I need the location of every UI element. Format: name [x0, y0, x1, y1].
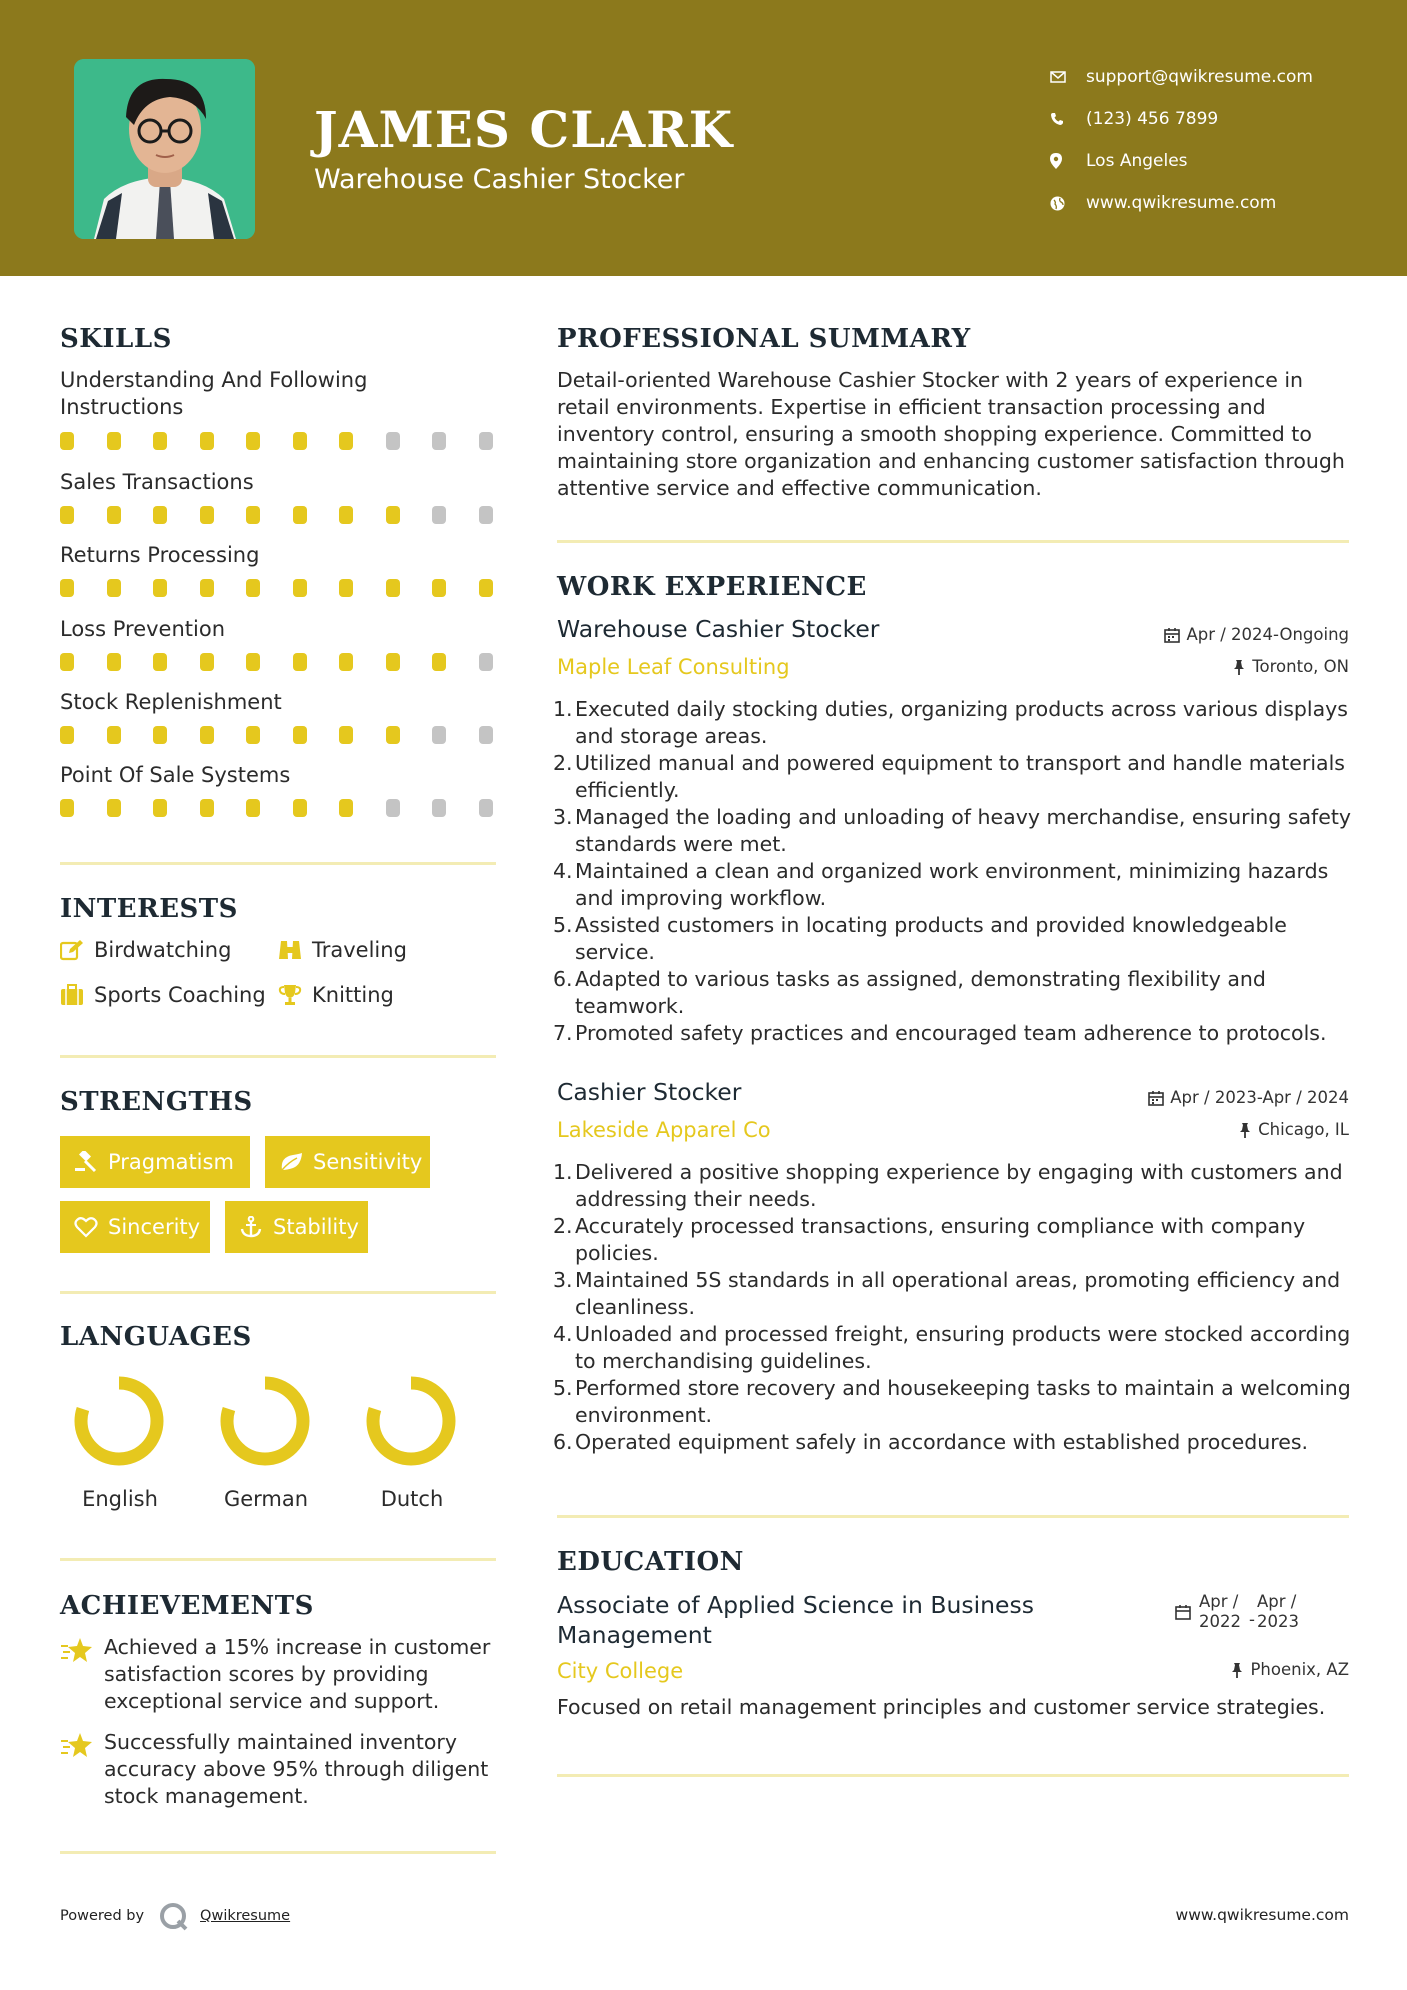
skills-title: SKILLS: [60, 324, 172, 354]
skill-name: Stock Replenishment: [60, 690, 282, 714]
interest-label: Traveling: [312, 938, 407, 962]
education-start-month: Apr /: [1199, 1592, 1239, 1611]
bullet-text: Unloaded and processed freight, ensuring products were stocked according to merchandising guidelines.: [575, 1322, 1351, 1373]
skill-dot-filled: [386, 579, 400, 597]
skill-dot-filled: [200, 726, 214, 744]
skill-dot-filled: [293, 726, 307, 744]
education-title: EDUCATION: [557, 1547, 744, 1577]
skill-dot-filled: [60, 432, 74, 450]
bullet-text: Assisted customers in locating products and provided knowledgeable service.: [575, 913, 1287, 964]
strength-label: Sensitivity: [313, 1150, 423, 1174]
list-item: 1. Delivered a positive shopping experience by engaging with customers and addressing their needs.: [553, 1159, 1353, 1213]
skill-dot-filled: [386, 726, 400, 744]
list-item: 1. Executed daily stocking duties, organizing products across various displays and storage areas.: [553, 696, 1353, 750]
skill-rating: [60, 579, 500, 597]
footer-website[interactable]: www.qwikresume.com: [1175, 1906, 1349, 1924]
bullet-text: Utilized manual and powered equipment to transport and handle materials efficiently.: [575, 751, 1345, 802]
interest-label: Knitting: [312, 983, 394, 1007]
list-item: 6. Operated equipment safely in accordance with established procedures.: [553, 1430, 1309, 1454]
interest-item: [60, 938, 231, 962]
languages-title: LANGUAGES: [60, 1322, 252, 1352]
summary-title: PROFESSIONAL SUMMARY: [557, 324, 971, 354]
list-item: 4. Unloaded and processed freight, ensuring products were stocked according to merchandising guidelines.: [553, 1321, 1353, 1375]
skill-dot-filled: [246, 506, 260, 524]
skill-dot-filled: [386, 506, 400, 524]
strength-tag: [225, 1201, 368, 1253]
job-dates-text: Apr / 2024-Ongoing: [1186, 625, 1349, 644]
list-item: 2. Utilized manual and powered equipment to transport and handle materials efficiently.: [553, 750, 1353, 804]
achievement-item: [60, 1729, 500, 1810]
education-end-year: 2023: [1256, 1612, 1299, 1631]
language-ring: [210, 1373, 320, 1469]
contact-phone[interactable]: [1050, 98, 1390, 140]
skill-dot-filled: [339, 506, 353, 524]
education-start-year: 2022: [1199, 1612, 1241, 1631]
heart-icon: [74, 1216, 98, 1238]
education-school: City College: [557, 1659, 684, 1683]
contact-website[interactable]: [1050, 182, 1390, 224]
calendar-icon: [1148, 1090, 1164, 1106]
strength-tag: [60, 1201, 210, 1253]
skill-dot-filled: [200, 506, 214, 524]
pushpin-icon: [1230, 1662, 1244, 1678]
contact-location: [1050, 140, 1390, 182]
strength-label: Pragmatism: [108, 1150, 234, 1174]
education-end-month: Apr /: [1256, 1592, 1297, 1611]
achievement-text: Achieved a 15% increase in customer satisfaction scores by providing exceptional service and support.: [104, 1635, 491, 1713]
contact-email[interactable]: [1050, 56, 1390, 98]
interest-label: Birdwatching: [94, 938, 232, 962]
skill-name: Returns Processing: [60, 543, 260, 567]
bullet-text: Executed daily stocking duties, organizing products across various displays and storage areas.: [575, 697, 1348, 748]
strength-label: Stability: [273, 1215, 359, 1239]
section-divider: [60, 1055, 496, 1058]
leaf-icon: [279, 1151, 303, 1173]
summary-text: Detail-oriented Warehouse Cashier Stocker with 2 years of experience in retail environments. Expertise in efficient transaction processing and inventory control, ensuring a smooth shopping experience. Committed to maintaining store organization and enhancing customer satisfaction through attentive service and effective communication.: [557, 368, 1345, 500]
skill-rating: [60, 506, 500, 524]
trophy-icon: [278, 984, 302, 1006]
education-location-text: Phoenix, AZ: [1250, 1660, 1349, 1679]
skill-dot-filled: [293, 579, 307, 597]
skill-dot-filled: [432, 579, 446, 597]
skill-dot-filled: [107, 432, 121, 450]
education-dates: Apr / 2022 - Apr / 2023: [1175, 1592, 1299, 1632]
skill-dot-empty: [479, 726, 493, 744]
skill-name: Sales Transactions: [60, 470, 254, 494]
skill-dot-filled: [200, 432, 214, 450]
skill-dot-filled: [60, 653, 74, 671]
skill-dot-filled: [153, 653, 167, 671]
candidate-title: Warehouse Cashier Stocker: [314, 164, 685, 195]
contact-phone-text: (123) 456 7899: [1086, 109, 1219, 129]
skill-dot-empty: [386, 432, 400, 450]
job-role: Cashier Stocker: [557, 1078, 742, 1106]
skill-rating: [60, 653, 500, 671]
skill-dot-empty: [432, 726, 446, 744]
education-degree: Associate of Applied Science in Business Management: [557, 1591, 1034, 1649]
skill-dot-filled: [293, 799, 307, 817]
education-location: [1230, 1660, 1349, 1679]
interest-label: Sports Coaching: [94, 983, 266, 1007]
interest-item: [60, 983, 266, 1007]
skill-dot-empty: [432, 506, 446, 524]
envelope-icon: [1050, 70, 1086, 84]
skill-rating: [60, 726, 500, 744]
skill-dot-filled: [246, 432, 260, 450]
strength-tag: [265, 1136, 430, 1188]
calendar-icon: [1175, 1604, 1191, 1620]
skill-dot-filled: [60, 506, 74, 524]
skill-dot-filled: [200, 579, 214, 597]
contact-location-text: Los Angeles: [1086, 151, 1188, 171]
skill-dot-filled: [107, 799, 121, 817]
job-location-text: Toronto, ON: [1252, 657, 1349, 676]
skill-dot-filled: [107, 579, 121, 597]
skill-dot-empty: [479, 799, 493, 817]
bullet-text: Maintained a clean and organized work environment, minimizing hazards and improving workflow.: [575, 859, 1329, 910]
skill-dot-filled: [432, 653, 446, 671]
job-bullets: [553, 696, 1353, 1047]
language-label: Dutch: [380, 1487, 444, 1511]
job-dates: [1164, 625, 1349, 644]
skill-rating: [60, 432, 500, 450]
bullet-text: Maintained 5S standards in all operational areas, promoting efficiency and cleanliness.: [575, 1268, 1341, 1319]
pushpin-icon: [1232, 659, 1246, 675]
candidate-name: JAMES CLARK: [314, 100, 734, 159]
skill-rating: [60, 799, 500, 817]
skill-dot-filled: [153, 432, 167, 450]
skill-dot-filled: [200, 653, 214, 671]
skill-dot-filled: [246, 726, 260, 744]
achievements-title: ACHIEVEMENTS: [60, 1591, 314, 1621]
language-level-arc: [81, 1383, 157, 1459]
contact-email-text: support@qwikresume.com: [1086, 67, 1313, 87]
job-location-text: Chicago, IL: [1258, 1120, 1349, 1139]
list-item: 3. Maintained 5S standards in all operational areas, promoting efficiency and cleanliness.: [553, 1267, 1353, 1321]
skill-dot-filled: [107, 506, 121, 524]
skill-dot-empty: [479, 653, 493, 671]
pushpin-icon: [1238, 1122, 1252, 1138]
job-role: Warehouse Cashier Stocker: [557, 615, 880, 643]
skill-dot-filled: [153, 579, 167, 597]
skill-dot-filled: [293, 432, 307, 450]
bullet-text: Adapted to various tasks as assigned, demonstrating flexibility and teamwork.: [575, 967, 1266, 1018]
skill-dot-filled: [60, 726, 74, 744]
skill-dot-filled: [107, 726, 121, 744]
skill-dot-empty: [386, 799, 400, 817]
section-divider: [60, 862, 496, 865]
skill-dot-empty: [432, 799, 446, 817]
achievement-text: Successfully maintained inventory accuracy above 95% through diligent stock management.: [104, 1730, 489, 1808]
skill-dot-filled: [293, 506, 307, 524]
section-divider: [557, 1515, 1349, 1518]
calendar-icon: [1164, 627, 1180, 643]
powered-by-text: Powered by: [60, 1908, 145, 1924]
skill-dot-filled: [246, 799, 260, 817]
strength-label: Sincerity: [108, 1215, 201, 1239]
language-label: German: [223, 1487, 309, 1511]
globe-icon: [1050, 196, 1086, 211]
skill-name: Loss Prevention: [60, 617, 226, 641]
skill-dot-filled: [339, 579, 353, 597]
list-item: 3. Managed the loading and unloading of heavy merchandise, ensuring safety standards were met.: [553, 805, 1352, 856]
skill-dot-filled: [293, 653, 307, 671]
powered-by: [60, 1901, 290, 1931]
job-company: Maple Leaf Consulting: [557, 655, 790, 679]
phone-icon: [1050, 112, 1086, 126]
skill-dot-filled: [339, 726, 353, 744]
star-icon: [60, 1731, 94, 1759]
skill-dot-empty: [479, 432, 493, 450]
job-location: [1238, 1120, 1349, 1139]
language-level-arc: [227, 1383, 303, 1459]
star-icon: [60, 1636, 94, 1664]
interest-item: [278, 938, 407, 962]
skill-dot-filled: [200, 799, 214, 817]
bullet-text: Managed the loading and unloading of heavy merchandise, ensuring safety standards were met.: [575, 805, 1352, 856]
job-dates: [1148, 1088, 1349, 1107]
bullet-text: Accurately processed transactions, ensuring compliance with company policies.: [575, 1214, 1306, 1265]
section-divider: [60, 1291, 496, 1294]
skill-dot-filled: [386, 653, 400, 671]
skill-dot-filled: [339, 799, 353, 817]
bullet-text: Performed store recovery and housekeeping tasks to maintain a welcoming environment.: [575, 1376, 1351, 1427]
list-item: 7. Promoted safety practices and encouraged team adherence to protocols.: [553, 1021, 1327, 1045]
qwikresume-logo-icon: [158, 1901, 190, 1931]
list-item: 5. Performed store recovery and housekeeping tasks to maintain a welcoming environment.: [553, 1375, 1353, 1429]
binoculars-icon: [278, 939, 302, 961]
contact-list: [1050, 56, 1390, 224]
language-label: English: [82, 1487, 158, 1511]
brand-link[interactable]: Qwikresume: [200, 1908, 291, 1924]
job-dates-text: Apr / 2023-Apr / 2024: [1170, 1088, 1349, 1107]
list-item: 2. Accurately processed transactions, ensuring compliance with company policies.: [553, 1213, 1353, 1267]
list-item: 4. Maintained a clean and organized work environment, minimizing hazards and improving workflow.: [553, 858, 1353, 912]
skill-name: Point Of Sale Systems: [60, 763, 291, 787]
contact-website-text: www.qwikresume.com: [1086, 193, 1277, 213]
education-description: Focused on retail management principles and customer service strategies.: [557, 1695, 1326, 1719]
interests-title: INTERESTS: [60, 894, 238, 924]
pencil-square-icon: [60, 939, 84, 961]
skill-dot-filled: [107, 653, 121, 671]
skill-dot-filled: [153, 726, 167, 744]
language-ring: [356, 1373, 466, 1469]
map-pin-icon: [1050, 153, 1086, 169]
anchor-icon: [239, 1216, 263, 1238]
skill-name: Understanding And Following Instructions: [60, 368, 368, 419]
skill-dot-filled: [153, 799, 167, 817]
bullet-text: Delivered a positive shopping experience by engaging with customers and addressing their needs.: [575, 1160, 1343, 1211]
list-item: 5. Assisted customers in locating products and provided knowledgeable service.: [553, 912, 1353, 966]
language-ring: [64, 1373, 174, 1469]
experience-title: WORK EXPERIENCE: [557, 572, 867, 602]
skill-dot-empty: [479, 506, 493, 524]
bullet-text: Operated equipment safely in accordance with established procedures.: [575, 1430, 1309, 1454]
achievement-item: [60, 1634, 500, 1715]
skill-dot-filled: [153, 506, 167, 524]
skill-dot-filled: [60, 579, 74, 597]
job-bullets: [553, 1159, 1353, 1456]
skill-dot-filled: [246, 653, 260, 671]
section-divider: [557, 540, 1349, 543]
strengths-title: STRENGTHS: [60, 1087, 253, 1117]
section-divider: [557, 1774, 1349, 1777]
skill-dot-filled: [339, 653, 353, 671]
list-item: 6. Adapted to various tasks as assigned, demonstrating flexibility and teamwork.: [553, 966, 1353, 1020]
profile-photo: [74, 59, 255, 239]
language-level-arc: [373, 1383, 449, 1459]
strength-tag: [60, 1136, 250, 1188]
skill-dot-empty: [432, 432, 446, 450]
gavel-icon: [74, 1151, 98, 1173]
job-location: [1232, 657, 1349, 676]
section-divider: [60, 1558, 496, 1561]
resume-header: [0, 0, 1407, 276]
section-divider: [60, 1851, 496, 1854]
bullet-text: Promoted safety practices and encouraged team adherence to protocols.: [575, 1021, 1327, 1045]
skill-dot-filled: [479, 579, 493, 597]
skill-dot-filled: [60, 799, 74, 817]
skill-dot-filled: [339, 432, 353, 450]
briefcase-icon: [60, 984, 84, 1006]
job-company: Lakeside Apparel Co: [557, 1118, 771, 1142]
skill-dot-filled: [246, 579, 260, 597]
interest-item: [278, 983, 394, 1007]
